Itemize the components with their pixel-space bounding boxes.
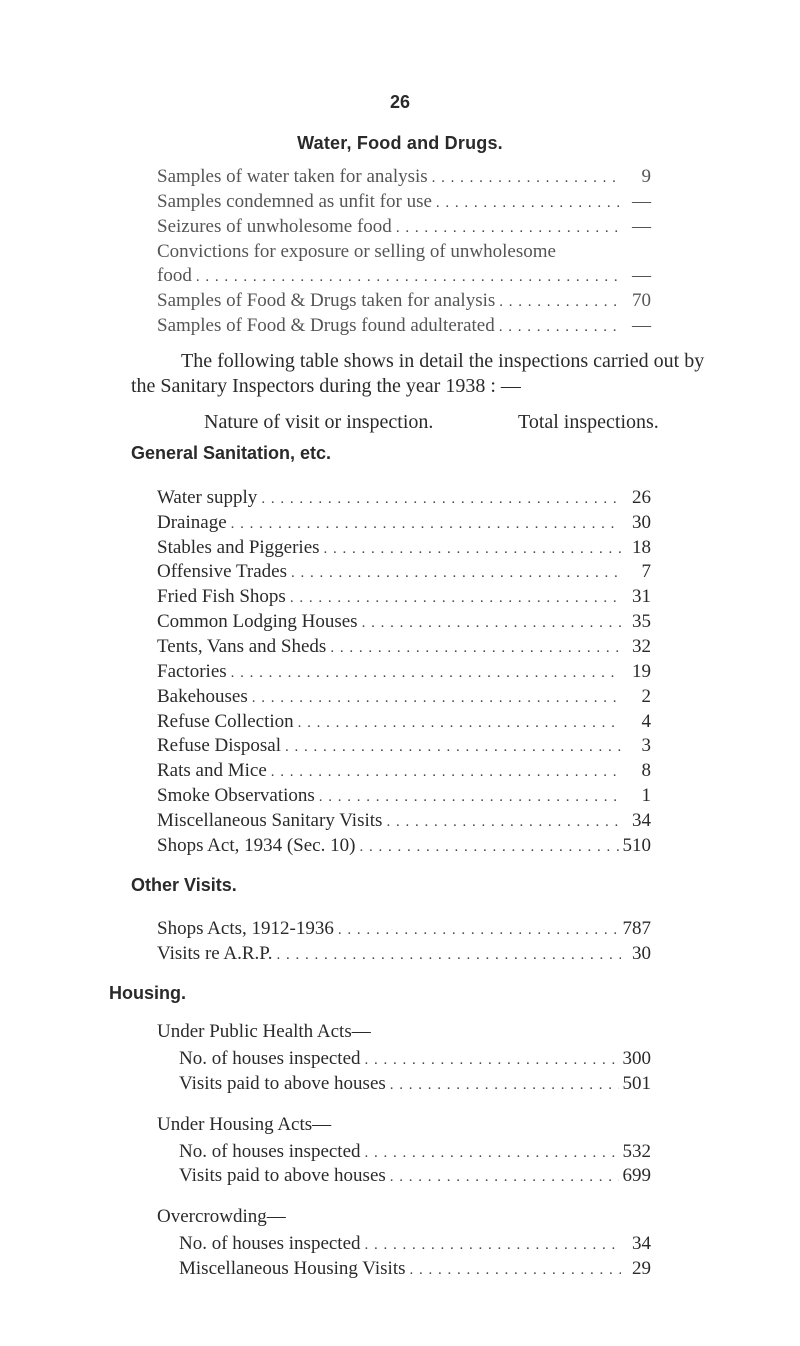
dot-leader [252,690,621,707]
list-item [157,586,651,608]
item-label: Shops Acts, 1912-1936 [157,918,334,939]
dot-leader [432,170,621,187]
list-item [179,1048,651,1070]
dot-leader [298,715,621,732]
dot-leader [285,739,621,756]
list-item [157,537,651,559]
list-item [157,686,651,708]
item-value: 300 [622,1048,651,1069]
subheading-housing-acts: Under Housing Acts— [157,1114,332,1135]
item-label: Seizures of unwholesome food [157,216,392,237]
item-value: 8 [641,760,651,781]
list-item [157,265,651,287]
list-item [157,487,651,509]
item-label: Refuse Disposal [157,735,282,756]
list-item [157,785,651,807]
item-value: 29 [632,1258,651,1279]
list-item [157,661,651,683]
list-item [157,512,651,534]
subheading-overcrowding: Overcrowding— [157,1206,286,1227]
item-label: Drainage [157,512,227,533]
item-value: 4 [641,711,651,732]
item-value: 787 [622,918,651,939]
dot-leader [386,814,621,831]
item-value: — [632,216,651,237]
item-label: Shops Act, 1934 (Sec. 10) [157,835,356,856]
list-item [179,1073,651,1095]
list-item [157,166,651,188]
item-value: 70 [632,290,651,311]
item-value: — [632,191,651,212]
list-item [157,315,651,337]
item-label: Visits paid to above houses [179,1165,386,1186]
list-item [157,191,651,213]
item-label: Samples of water taken for analysis [157,166,428,187]
dot-leader [319,789,621,806]
item-label: Factories [157,661,227,682]
item-value: 19 [632,661,651,682]
dot-leader [277,947,621,964]
item-label: No. of houses inspected [179,1233,361,1254]
list-item [157,835,651,857]
list-item [157,735,651,757]
list-item [157,561,651,583]
dot-leader [365,1052,619,1069]
dot-leader [359,839,618,856]
item-label: Samples condemned as unfit for use [157,191,432,212]
list-item [179,1141,651,1163]
subheading-public-health: Under Public Health Acts— [157,1021,371,1042]
dot-leader [365,1145,619,1162]
item-label: Refuse Collection [157,711,294,732]
item-value: 32 [632,636,651,657]
section-heading-other-visits: Other Visits. [131,875,237,895]
item-label: Offensive Trades [157,561,288,582]
item-label: Water supply [157,487,258,508]
item-label: Visits re A.R.P. [157,943,273,964]
list-item [157,810,651,832]
dot-leader [324,541,621,558]
item-value: 30 [632,943,651,964]
list-item [157,711,651,733]
dot-leader [390,1169,619,1186]
item-value: 35 [632,611,651,632]
item-value: 34 [632,810,651,831]
list-item [157,611,651,633]
dot-leader [231,516,621,533]
item-label: Fried Fish Shops [157,586,286,607]
item-label: Miscellaneous Sanitary Visits [157,810,383,831]
list-item [157,636,651,658]
item-label: Miscellaneous Housing Visits [179,1258,406,1279]
item-label-line1: Convictions for exposure or selling of unwholesome [157,241,556,262]
item-value: — [632,315,651,336]
list-item [179,1165,651,1187]
section-heading-housing: Housing. [109,983,186,1003]
list-item [157,216,651,238]
item-label: No. of houses inspected [179,1048,361,1069]
item-label: Rats and Mice [157,760,267,781]
item-value: 31 [632,586,651,607]
dot-leader [271,764,621,781]
item-value: 510 [622,835,651,856]
dot-leader [290,590,621,607]
list-item [157,918,651,940]
item-label: No. of houses inspected [179,1141,361,1162]
list-item [157,760,651,782]
item-value: — [632,265,651,286]
item-value: 30 [632,512,651,533]
dot-leader [436,195,621,212]
item-value: 2 [641,686,651,707]
section-heading-general-sanitation: General Sanitation, etc. [131,443,332,463]
list-item [179,1258,651,1280]
item-label: food [157,265,192,286]
column-header-total: Total inspections. [518,411,659,433]
item-label: Smoke Observations [157,785,315,806]
item-label: Samples of Food & Drugs found adulterated [157,315,495,336]
dot-leader [338,922,619,939]
item-label: Tents, Vans and Sheds [157,636,327,657]
dot-leader [291,565,621,582]
item-label: Common Lodging Houses [157,611,358,632]
intro-line-1: The following table shows in detail the inspections carried out by [181,350,705,372]
dot-leader [231,665,621,682]
dot-leader [365,1237,621,1254]
dot-leader [362,615,621,632]
item-value: 1 [641,785,651,806]
item-value: 34 [632,1233,651,1254]
dot-leader [396,220,621,237]
page-title: Water, Food and Drugs. [297,133,503,153]
page-number: 26 [389,92,411,112]
dot-leader [499,294,621,311]
item-value: 532 [622,1141,651,1162]
item-value: 3 [641,735,651,756]
list-item [157,943,651,965]
intro-line-2: the Sanitary Inspectors during the year 1938 : — [131,375,521,397]
dot-leader [499,319,621,336]
item-label: Samples of Food & Drugs taken for analysis [157,290,496,311]
dot-leader [330,640,621,657]
list-item [157,290,651,312]
item-label: Bakehouses [157,686,248,707]
item-value: 26 [632,487,651,508]
item-value: 9 [641,166,651,187]
column-header-nature: Nature of visit or inspection. [204,411,434,433]
list-item [179,1233,651,1255]
item-label: Visits paid to above houses [179,1073,386,1094]
dot-leader [196,269,621,286]
item-value: 699 [622,1165,651,1186]
item-label: Stables and Piggeries [157,537,320,558]
dot-leader [410,1262,621,1279]
item-value: 501 [622,1073,651,1094]
dot-leader [390,1077,619,1094]
item-value: 7 [641,561,651,582]
dot-leader [261,491,621,508]
item-value: 18 [632,537,651,558]
